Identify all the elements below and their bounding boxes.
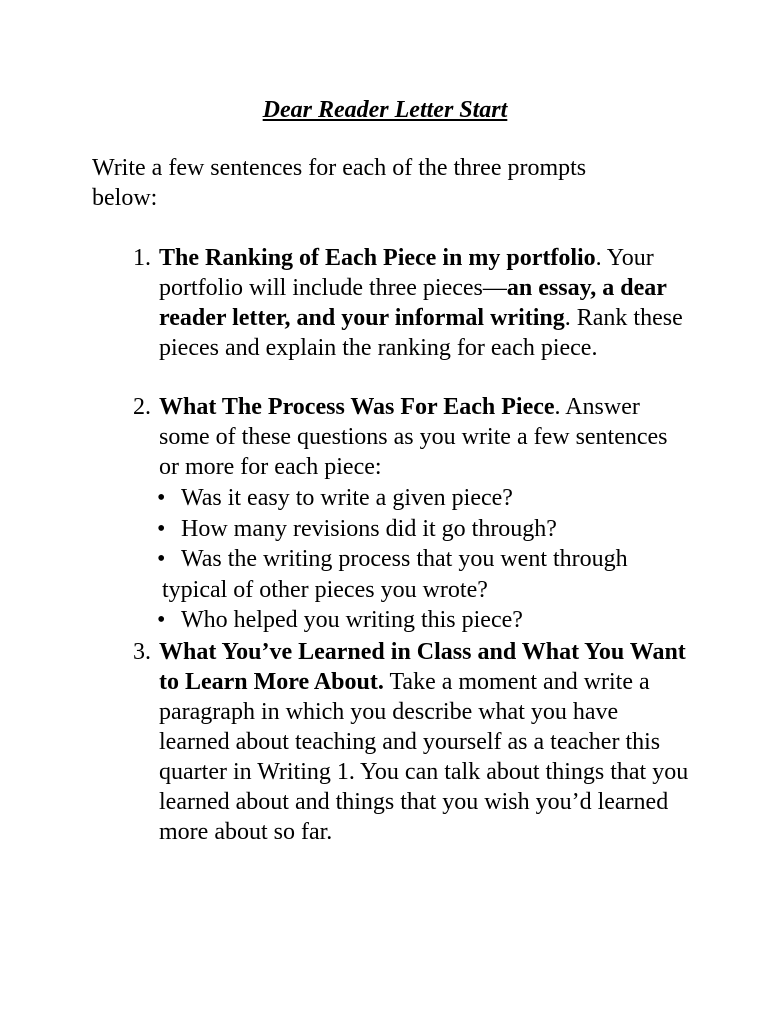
prompt-1-heading-end: . [595, 245, 602, 271]
prompt-3-number: 3. [133, 639, 151, 665]
prompt-1-text-bold: an essay, a dear reader letter, and your informal writing [159, 275, 667, 331]
prompt-3 [133, 637, 693, 847]
bullet-icon: • [157, 485, 166, 511]
bullet-item [157, 483, 697, 514]
intro-paragraph: Write a few sentences for each of the three prompts below: [92, 155, 587, 211]
prompt-2-text: . Answer some of these questions as you write a few sentences or more for each piece: [159, 394, 668, 480]
prompt-3-body [159, 637, 693, 847]
prompt-1 [133, 243, 693, 363]
bullet-item [157, 605, 697, 636]
bullet-item [157, 514, 697, 545]
prompt-2-number: 2. [133, 394, 151, 420]
document-title: Dear Reader Letter Start [262, 97, 508, 123]
bullet-icon: • [157, 515, 166, 542]
bullet-icon: • [157, 546, 166, 572]
prompt-2 [133, 392, 693, 482]
prompt-1-text-a: Your portfolio will include three pieces— [159, 245, 654, 301]
prompt-1-number: 1. [133, 245, 151, 271]
prompt-3-text: Take a moment and write a paragraph in which you describe what you have learned about teaching and yourself as a teacher this quarter in Writing 1. You can talk about things that you learned about and things that you wish you’d learned more about so far. [159, 669, 689, 845]
bullet-text-continuation: typical of other pieces you wrote? [162, 576, 488, 603]
prompt-2-body [159, 392, 693, 482]
bullet-text: Who helped you writing this piece? [181, 607, 523, 633]
prompt-2-bullet-list [157, 483, 697, 636]
prompt-1-body [159, 243, 693, 363]
bullet-item [157, 544, 697, 605]
prompt-2-heading: What The Process Was For Each Piece [159, 394, 555, 420]
bullet-text: How many revisions did it go through? [181, 515, 557, 542]
bullet-icon: • [157, 607, 166, 633]
prompt-1-heading: The Ranking of Each Piece in my portfolio [159, 245, 596, 271]
bullet-text: Was the writing process that you went through [181, 546, 628, 572]
prompt-1-text-b: . Rank these pieces and explain the ranking for each piece. [159, 305, 683, 361]
prompt-3-heading: What You’ve Learned in Class and What You Want to Learn More About. [159, 639, 686, 695]
bullet-text: Was it easy to write a given piece? [181, 485, 513, 511]
